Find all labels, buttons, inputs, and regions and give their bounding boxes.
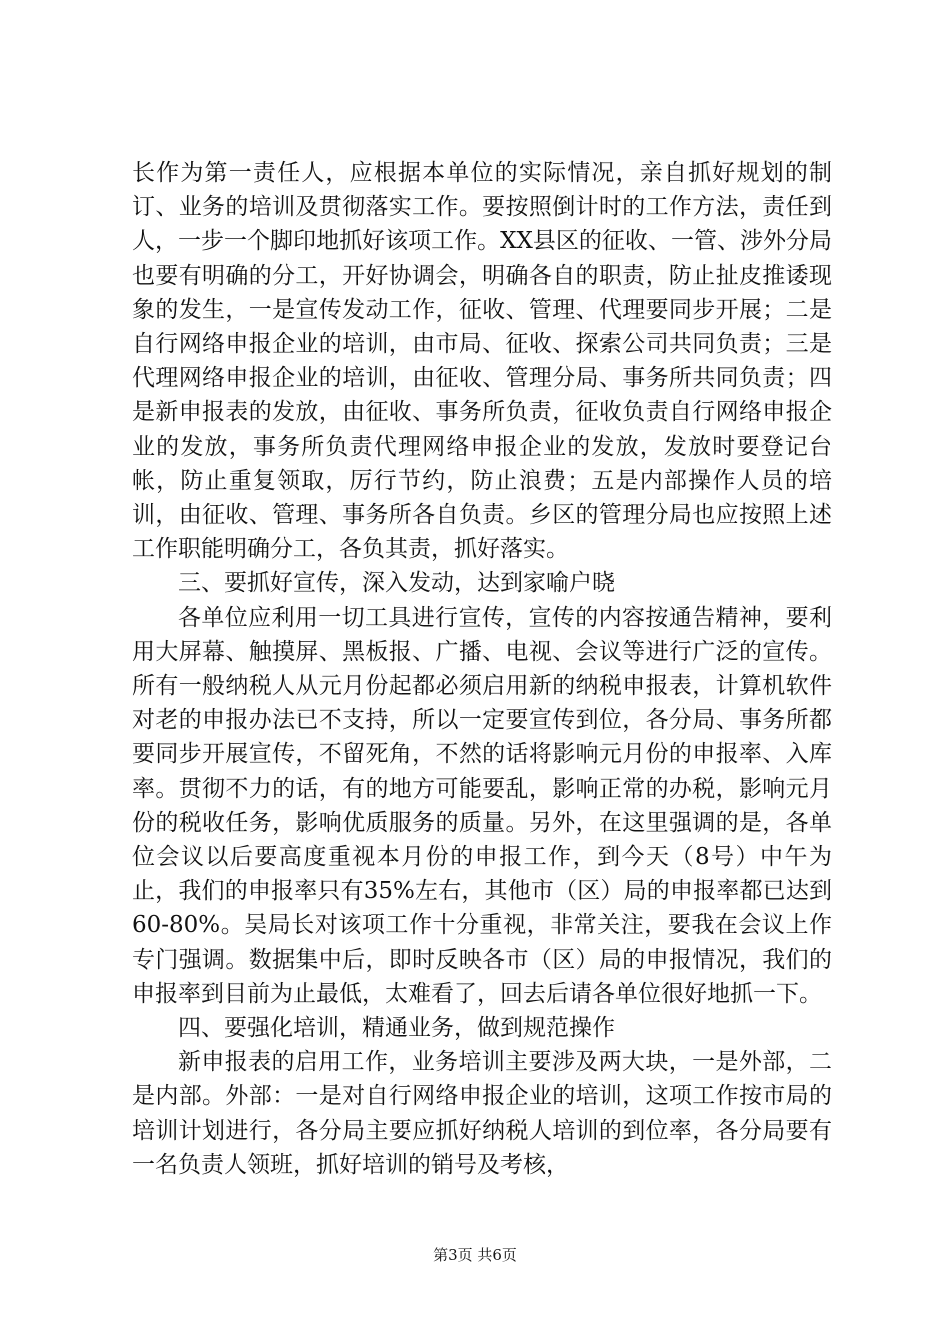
paragraph-3: 新申报表的启用工作，业务培训主要涉及两大块，一是外部，二是内部。外部：一是对自行网络申报企业的培训，这项工作按市局的培训计划进行，各分局主要应抓好纳税人培训的到位率，各分局要有一名负责人领班，抓好培训的销号及考核，	[132, 1049, 832, 1178]
paragraph-1: 长作为第一责任人，应根据本单位的实际情况，亲自抓好规划的制订、业务的培训及贯彻落实工作。要按照倒计时的工作方法，责任到人，一步一个脚印地抓好该项工作。XX县区的征收、一管、涉外分局也要有明确的分工，开好协调会，明确各自的职责，防止扯皮推诿现象的发生，一是宣传发动工作，征收、管理、代理要同步开展；二是自行网络申报企业的培训，由市局、征收、探索公司共同负责；三是代理网络申报企业的培训，由征收、管理分局、事务所共同负责；四是新申报表的发放，由征收、事务所负责，征收负责自行网络申报企业的发放，事务所负责代理网络申报企业的发放，发放时要登记台帐，防止重复领取，厉行节约，防止浪费；五是内部操作人员的培训，由征收、管理、事务所各自负责。乡区的管理分局也应按照上述工作职能明确分工，各负其责，抓好落实。	[132, 160, 832, 563]
document-body	[132, 156, 832, 1182]
page-number-footer: 第3页 共6页	[433, 1246, 517, 1264]
section-heading-3: 三、要抓好宣传，深入发动，达到家喻户晓	[178, 570, 615, 597]
section-heading-4: 四、要强化培训，精通业务，做到规范操作	[178, 1015, 615, 1042]
paragraph-2: 各单位应利用一切工具进行宣传，宣传的内容按通告精神，要利用大屏幕、触摸屏、黑板报、广播、电视、会议等进行广泛的宣传。所有一般纳税人从元月份起都必须启用新的纳税申报表，计算机软件对老的申报办法已不支持，所以一定要宣传到位，各分局、事务所都要同步开展宣传，不留死角，不然的话将影响元月份的申报率、入库率。贯彻不力的话，有的地方可能要乱，影响正常的办税，影响元月份的税收任务，影响优质服务的质量。另外，在这里强调的是，各单位会议以后要高度重视本月份的申报工作，到今天（8号）中午为止，我们的申报率只有35%左右，其他市（区）局的申报率都已达到60-80%。吴局长对该项工作十分重视，非常关注，要我在会议上作专门强调。数据集中后，即时反映各市（区）局的申报情况，我们的申报率到目前为止最低，太难看了，回去后请各单位很好地抓一下。	[132, 604, 832, 1007]
